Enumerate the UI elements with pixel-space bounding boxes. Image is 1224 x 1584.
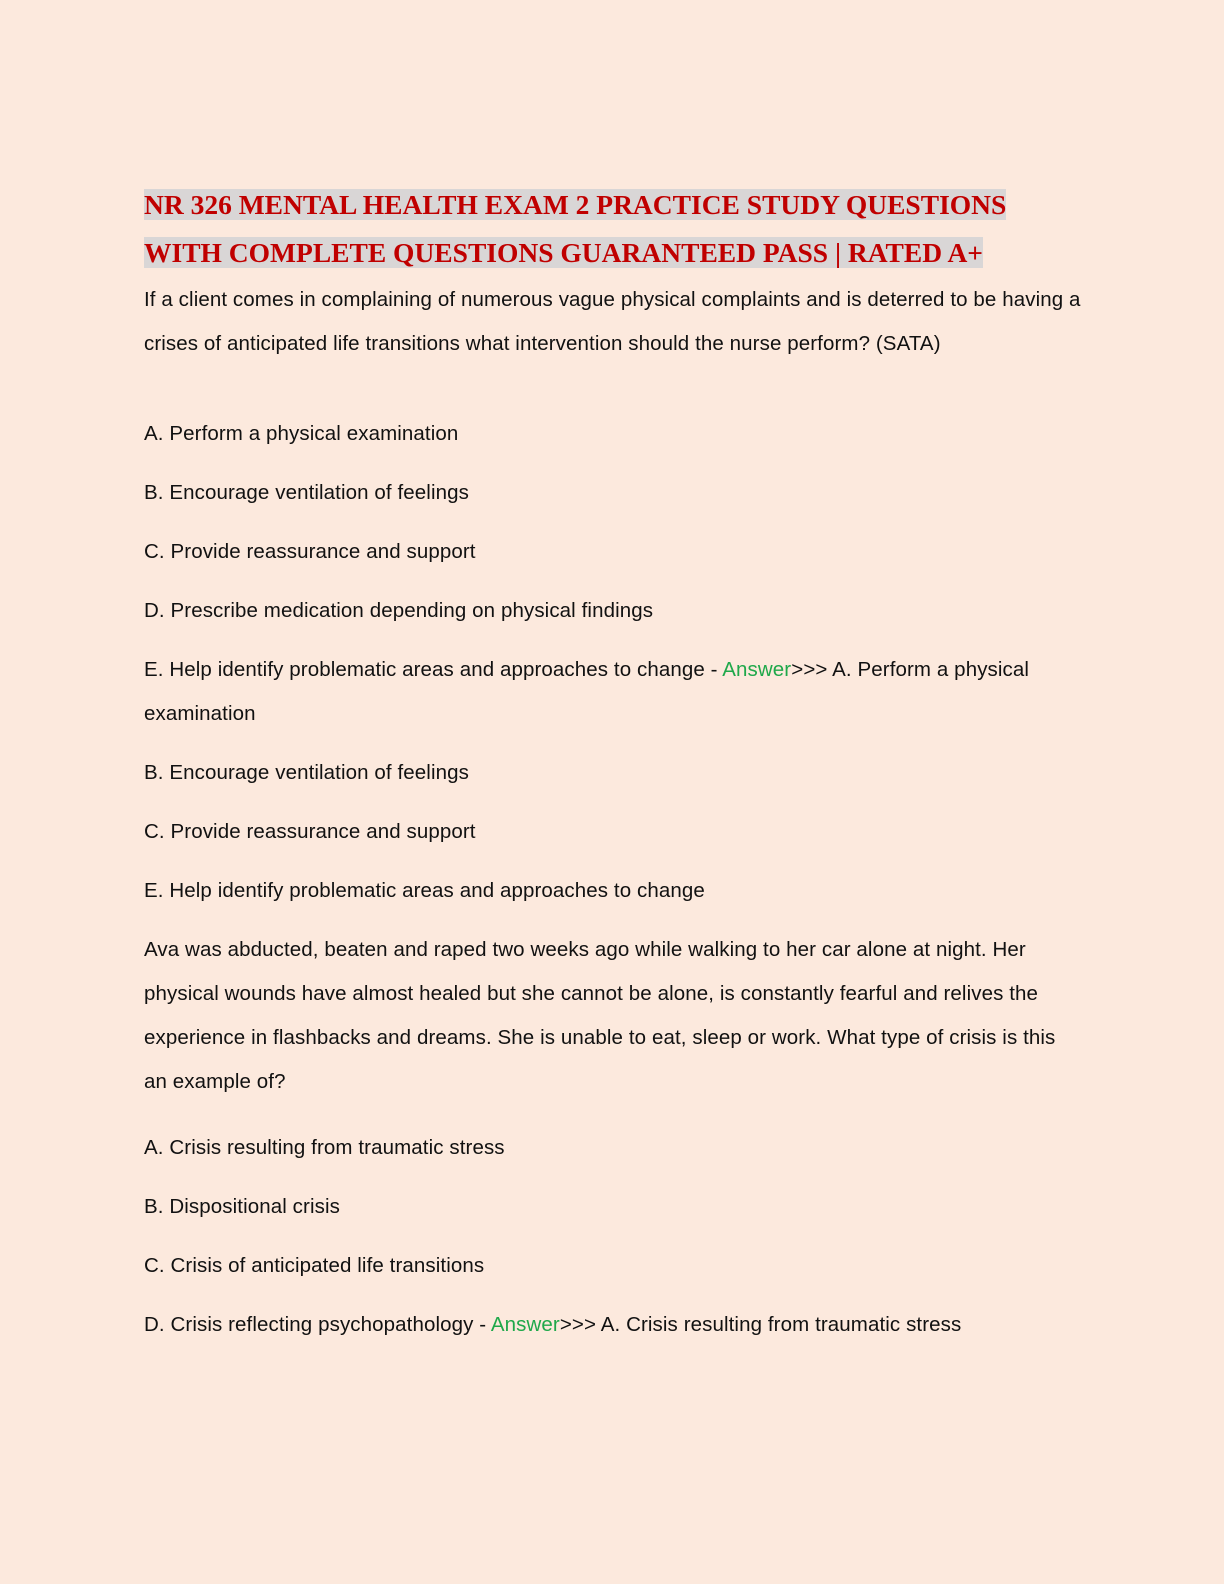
q1-option-e-with-answer: [144, 648, 1084, 736]
q1-answer-label: Answer: [722, 658, 792, 681]
question-2-text: Ava was abducted, beaten and raped two weeks ago while walking to her car alone at night. Her physical wounds have almost healed but she cannot be alone, is constantly fearful and relives the experience in flashbacks and dreams. She is unable to eat, sleep or work. What type of crisis is this an example of?: [144, 938, 1056, 1093]
q1-answer-c: C. Provide reassurance and support: [144, 820, 476, 843]
title-line-1: NR 326 MENTAL HEALTH EXAM 2 PRACTICE STUDY QUESTIONS: [144, 189, 1007, 220]
q1-option-b: B. Encourage ventilation of feelings: [144, 481, 469, 504]
q1-answer-b: B. Encourage ventilation of feelings: [144, 761, 469, 784]
q1-option-c: C. Provide reassurance and support: [144, 540, 476, 563]
question-1-text: If a client comes in complaining of numerous vague physical complaints and is deterred to be having a crises of anticipated life transitions what intervention should the nurse perform? (SATA): [144, 288, 1081, 355]
document-title: [144, 186, 1084, 282]
q2-answer-text: >>> A. Crisis resulting from traumatic stress: [559, 1313, 962, 1336]
q1-answer-text: >>> A. Perform a physical examination: [144, 658, 1030, 725]
q2-answer-label: Answer: [490, 1313, 560, 1336]
q2-option-b: B. Dispositional crisis: [144, 1195, 340, 1218]
q2-option-c: C. Crisis of anticipated life transitions: [144, 1254, 485, 1277]
q2-option-d-with-answer: [144, 1303, 1084, 1347]
q1-option-d: D. Prescribe medication depending on physical findings: [144, 599, 654, 622]
q2-option-d: D. Crisis reflecting psychopathology -: [144, 1313, 491, 1336]
q1-answer-e: E. Help identify problematic areas and approaches to change: [144, 879, 705, 902]
q2-option-a: A. Crisis resulting from traumatic stress: [144, 1136, 505, 1159]
q1-option-a: A. Perform a physical examination: [144, 422, 459, 445]
title-line-2: WITH COMPLETE QUESTIONS GUARANTEED PASS | RATED A+: [144, 237, 983, 268]
q1-option-e: E. Help identify problematic areas and approaches to change -: [144, 658, 723, 681]
document-page: [144, 186, 1084, 1347]
